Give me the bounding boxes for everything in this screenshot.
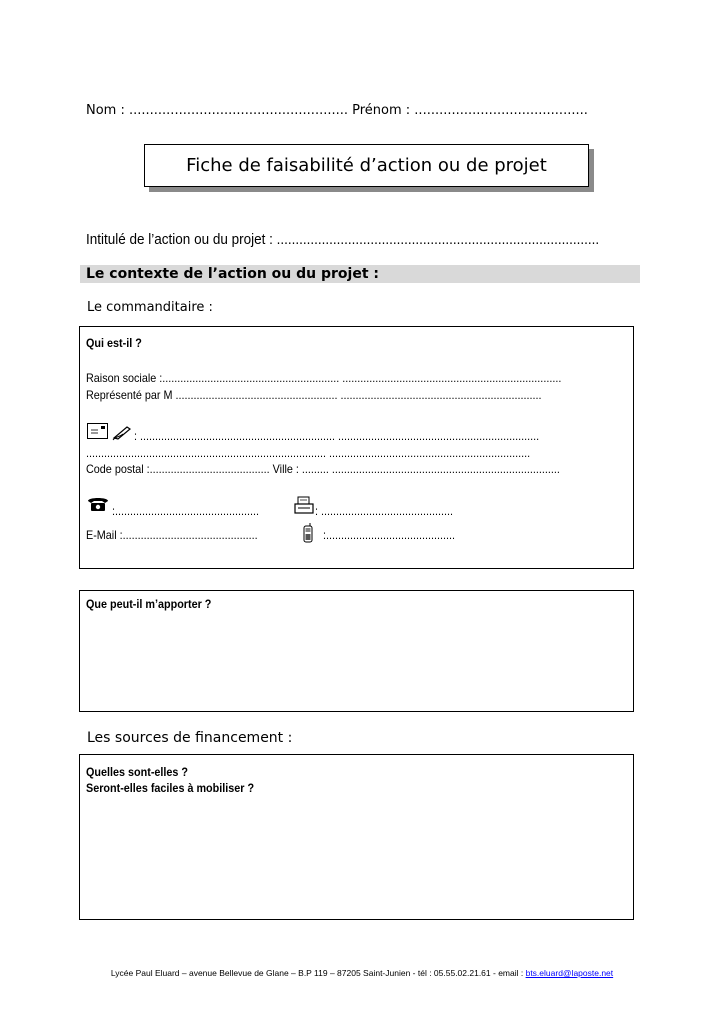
telephone-icon: [87, 496, 109, 512]
footer-address: Lycée Paul Eluard – avenue Bellevue de Glane – B.P 119 – 87205 Saint-Junien - tél : 05.55.02.21.61 - email :: [110, 968, 526, 978]
address-line-2: ................................................................................ ...................................................................: [86, 446, 531, 460]
represente-line: Représenté par M ...................................................... ...................................................................: [86, 388, 542, 402]
funding-heading-2: Seront-elles faciles à mobiliser ?: [86, 781, 255, 795]
email-line: E-Mail :.............................................: [86, 528, 258, 542]
project-title-line: Intitulé de l’action ou du projet : ......................................................................................: [86, 231, 600, 248]
sponsor-heading: Qui est-il ?: [86, 336, 142, 350]
footer: [0, 968, 724, 978]
mobile-phone-icon: [302, 523, 314, 543]
page-title: Fiche de faisabilité d’action ou de projet: [144, 144, 589, 187]
context-heading: Le contexte de l’action ou du projet :: [86, 266, 379, 282]
raison-sociale-line: Raison sociale :........................................................... .........................................................................: [86, 371, 562, 385]
fax-icon: [294, 496, 314, 514]
name-firstname-line: Nom : ..................................................... Prénom : ..........................................: [86, 103, 588, 118]
fax-line: : ............................................: [315, 504, 454, 518]
envelope-icon: [87, 423, 109, 440]
code-postal-line: Code postal :........................................ Ville : ......... ............................................................................: [86, 462, 560, 476]
telephone-line: :................................................: [112, 504, 260, 518]
commanditaire-label: Le commanditaire :: [87, 300, 213, 315]
address-line-1: : ................................................................. ...................................................................: [134, 429, 540, 443]
footer-email-link[interactable]: bts.eluard@laposte.net: [525, 968, 614, 978]
funding-heading-1: Quelles sont-elles ?: [86, 765, 189, 779]
contribution-heading: Que peut-il m’apporter ?: [86, 597, 212, 611]
funding-sources-label: Les sources de financement :: [87, 730, 293, 746]
writing-hand-icon: [112, 424, 132, 441]
mobile-line: :...........................................: [323, 528, 456, 542]
